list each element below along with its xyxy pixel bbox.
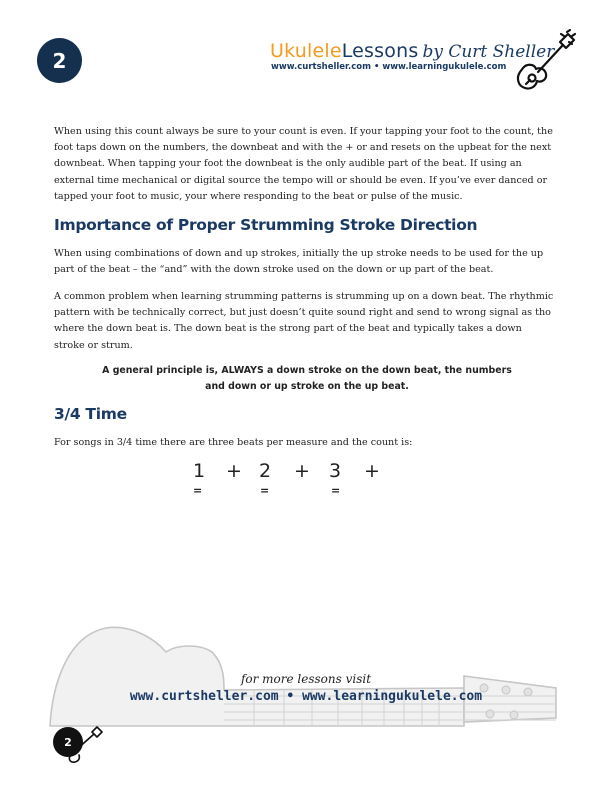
footer-page-number: 2 — [64, 735, 72, 749]
count-beat-2: 2 — [259, 460, 272, 482]
header-urls: www.curtsheller.com • www.learningukulele.com — [271, 62, 507, 72]
count-beat-1: 1 — [193, 460, 206, 482]
brand-lessons: Lessons — [341, 40, 419, 62]
ukulele-icon — [512, 28, 580, 92]
page-number-badge — [37, 38, 82, 83]
footer-visit-text: for more lessons visit — [240, 672, 372, 686]
footer-urls: www.curtsheller.com • www.learningukulele.com — [129, 689, 483, 704]
downbeat-marker-2: = — [260, 484, 270, 497]
paragraph-common-problem: A common problem when learning strumming patterns is strumming up on a down beat. The rhythmic pattern with be technically correct, but just doesn’t quite sound right and send to wrong signal as tho where the down beat is. The down beat is the strong part of the beat and typically takes a down stroke or strum. — [54, 291, 554, 351]
principle-line-1: A general principle is, ALWAYS a down stroke on the down beat, the numbers — [102, 365, 512, 376]
heading-three-four-time: 3/4 Time — [54, 405, 127, 423]
general-principle — [54, 363, 560, 394]
count-and-3: + — [364, 460, 380, 482]
brand-ukulele: Ukulele — [270, 40, 342, 62]
paragraph-even-count: When using this count always be sure to your count is even. If your tapping your foot to the count, the foot taps down on the numbers, the downbeat and with the + or and resets on the upbeat for the next downbeat. When tapping your foot the downbeat is the only audible part of the beat. If using an external time mechanical or digital source the tempo will or should be even. If you’ve ever danced or tapped your foot to music, your where responding to the beat or pulse of the music. — [54, 126, 553, 202]
paragraph-up-down-strokes: When using combinations of down and up strokes, initially the up stroke needs to be used for the up part of the beat – the “and” with the down stroke used on the down or up part of the beat. — [54, 248, 544, 276]
count-and-2: + — [294, 460, 310, 482]
downbeat-marker-3: = — [331, 484, 341, 497]
footer-page-badge — [53, 727, 83, 757]
count-beat-3: 3 — [329, 460, 342, 482]
brand-author: by Curt Sheller — [422, 42, 555, 62]
downbeat-marker-1: = — [193, 484, 203, 497]
page-number: 2 — [52, 48, 67, 73]
principle-line-2: and down or up stroke on the up beat. — [205, 380, 409, 392]
count-and-1: + — [226, 460, 242, 482]
paragraph-three-four-count: For songs in 3/4 time there are three beats per measure and the count is: — [54, 437, 413, 448]
heading-strumming-direction: Importance of Proper Strumming Stroke Direction — [54, 216, 478, 234]
